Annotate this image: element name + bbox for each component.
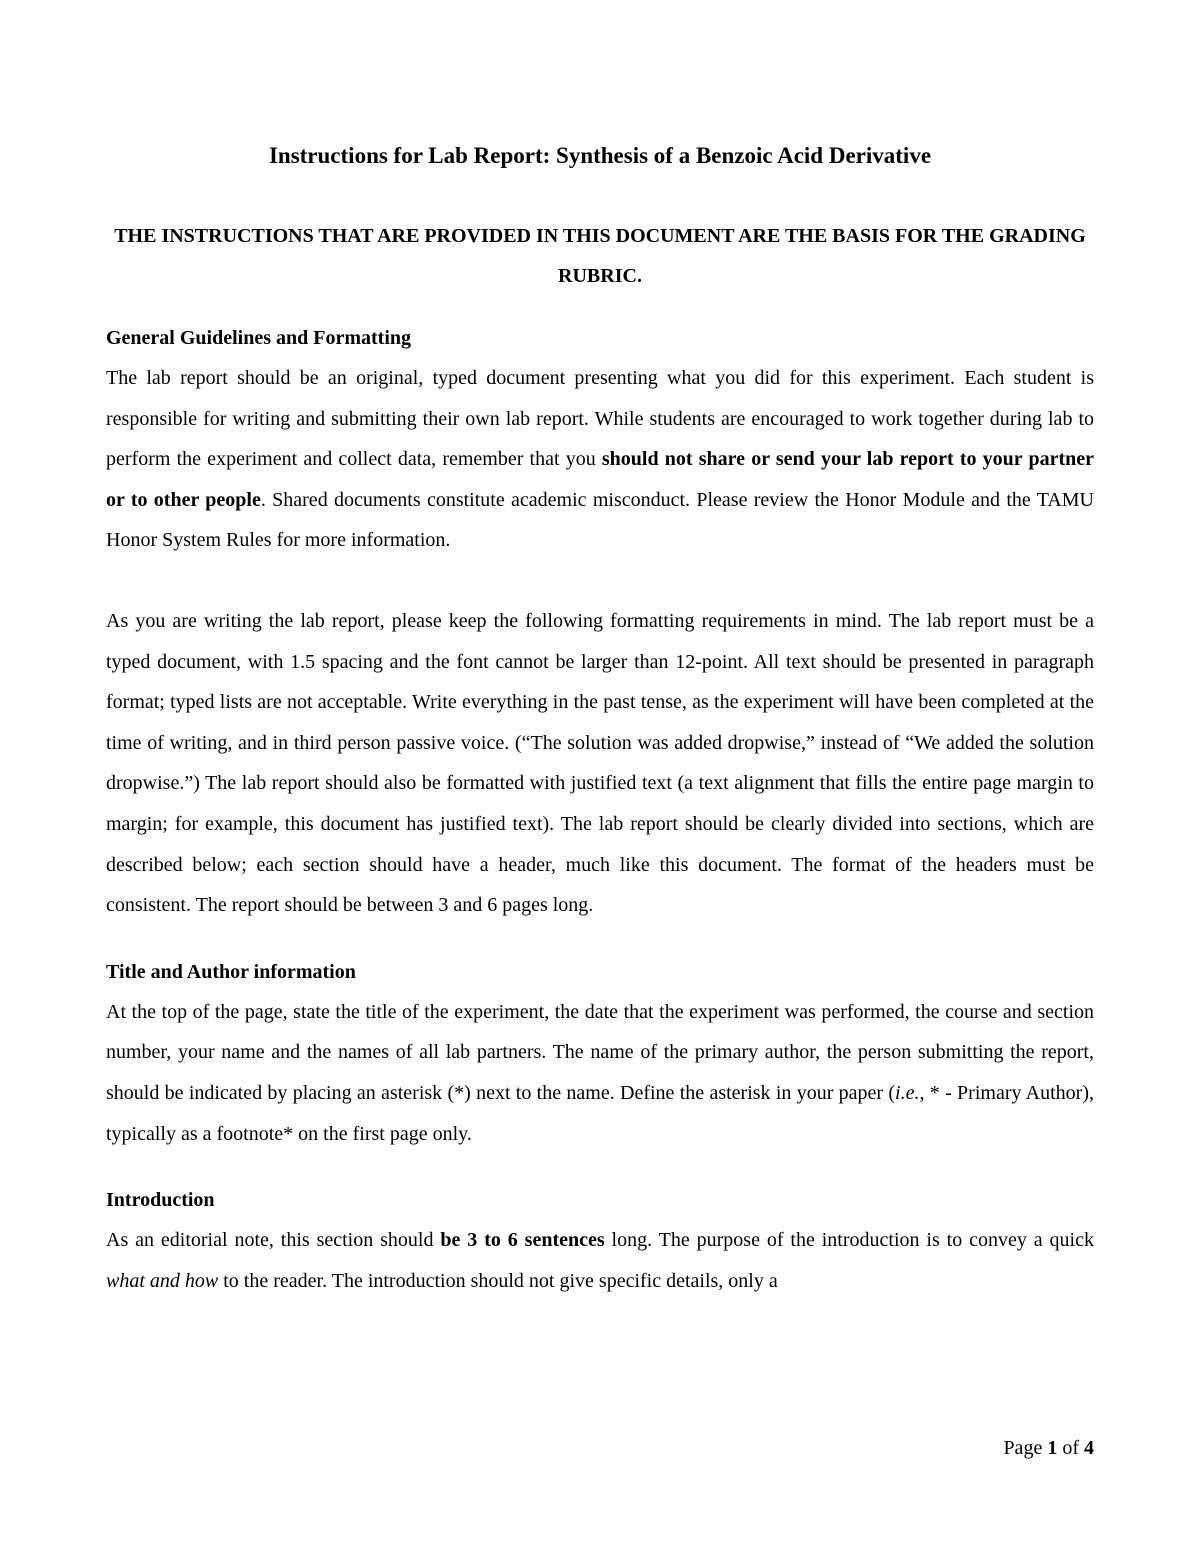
grading-notice: THE INSTRUCTIONS THAT ARE PROVIDED IN THIS DOCUMENT ARE THE BASIS FOR THE GRADING RUBRIC. <box>114 225 1086 287</box>
title-author-paragraph <box>106 992 1094 1154</box>
total-pages: 4 <box>1084 1437 1094 1459</box>
general-paragraph-1 <box>106 358 1094 561</box>
text-run: As an editorial note, this section should <box>106 1229 441 1252</box>
section-heading-title-author: Title and Author information <box>106 960 356 983</box>
text-run: to the reader. The introduction should not give specific details, only a <box>218 1269 778 1292</box>
italic-run: i.e. <box>895 1081 920 1104</box>
introduction-paragraph <box>106 1220 1094 1301</box>
section-heading-general: General Guidelines and Formatting <box>106 327 411 349</box>
general-paragraph-2: As you are writing the lab report, please keep the following formatting requirements in mind. The lab report must be a typed document, with 1.5 spacing and the font cannot be larger than 12-point. All text should be presented in paragraph format; typed lists are not acceptable. Write everything in the past tense, as the experiment will have been completed at the time of writing, and in third person passive voice. (“The solution was added dropwise,” instead of “We added the solution dropwise.”) The lab report should also be formatted with justified text (a text alignment that fills the entire page margin to margin; for example, this document has justified text). The lab report should be clearly divided into sections, which are described below; each section should have a header, much like this document. The format of the headers must be consistent. The report should be between 3 and 6 pages long. <box>106 609 1094 917</box>
section-gap <box>106 1154 1094 1184</box>
current-page: 1 <box>1047 1437 1058 1459</box>
text-run: At the top of the page, state the title of the experiment, the date that the experiment was performed, the course and section number, your name and the names of all lab partners. The name of the primary author, the person submitting the report, should be indicated by placing an asterisk (*) next to the name. Define the asterisk in your paper ( <box>106 1000 1094 1104</box>
document-title: Instructions for Lab Report: Synthesis of a Benzoic Acid Derivative <box>268 143 932 168</box>
text-run: . Shared documents constitute academic misconduct. Please review the Honor Module and the TAMU Honor System Rules for more information. <box>106 488 1094 552</box>
italic-run: what and how <box>106 1269 219 1292</box>
page-number-footer <box>1003 1436 1094 1460</box>
bold-run: be 3 to 6 sentences <box>440 1229 605 1252</box>
page-separator: of <box>1057 1437 1084 1459</box>
page-content <box>106 140 1094 1301</box>
bold-run: should not share or send your lab report to your partner or to other people <box>106 448 1095 511</box>
text-run: , * - Primary Author), typically as a footnote* on the first page only. <box>106 1081 1094 1145</box>
text-run: long. The purpose of the introduction is to convey a quick <box>604 1229 1094 1252</box>
text-run: The lab report should be an original, typed document presenting what you did for this experiment. Each student is responsible for writing and submitting their own lab report. While students are encouraged to work together during lab to perform the experiment and collect data, remember that you <box>106 367 1094 471</box>
page-prefix: Page <box>1003 1437 1048 1459</box>
section-heading-introduction: Introduction <box>106 1189 215 1212</box>
section-gap <box>106 926 1094 956</box>
